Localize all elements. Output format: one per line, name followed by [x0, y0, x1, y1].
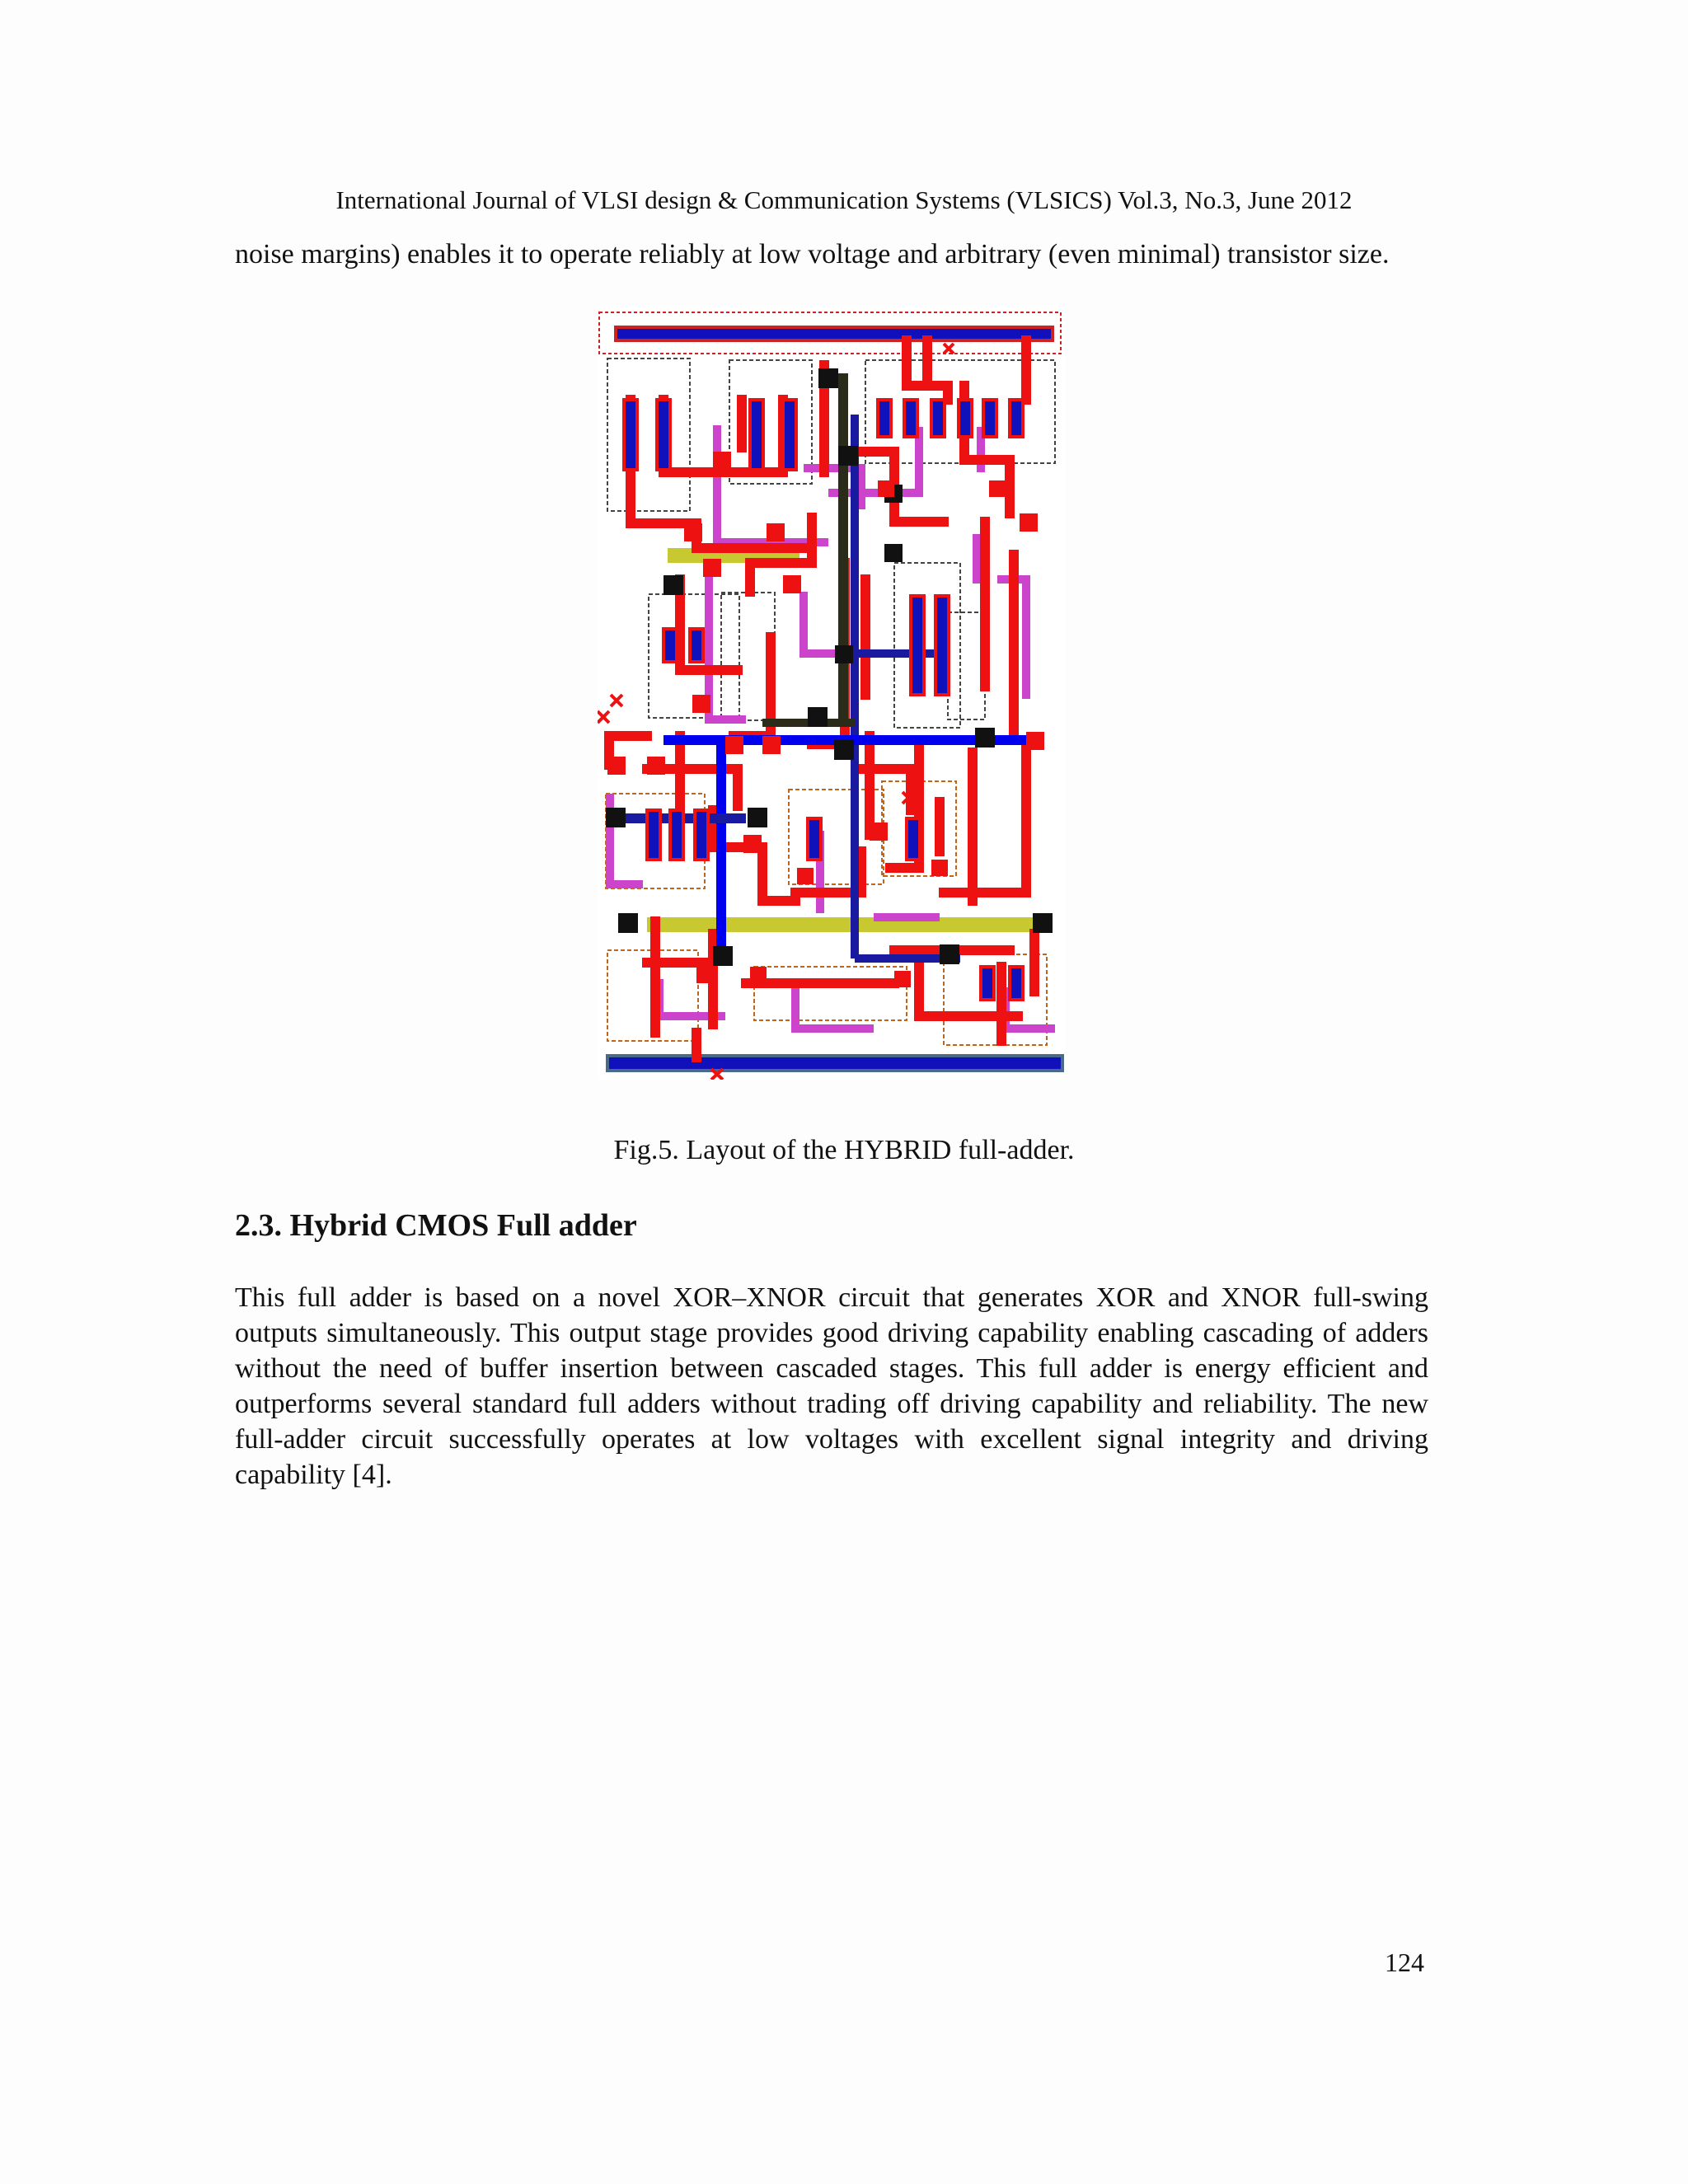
- figure-caption: Fig.5. Layout of the HYBRID full-adder.: [613, 1135, 1075, 1165]
- gnd-rail: [607, 1056, 1062, 1071]
- page-number: 124: [1385, 1947, 1424, 1977]
- running-header: International Journal of VLSI design & Communication Systems (VLSICS) Vol.3, No.3, June 2012: [335, 185, 1353, 214]
- intro-paragraph: noise margins) enables it to operate reliably at low voltage and arbitrary (even minimal) transistor size.: [235, 239, 1390, 269]
- section-heading: 2.3. Hybrid CMOS Full adder: [235, 1208, 637, 1243]
- full-adder-layout-figure: [598, 307, 1066, 1080]
- section-body-paragraph: This full adder is based on a novel XOR–XNOR circuit that generates XOR and XNOR full-swing outputs simultaneously. This output stage provides good driving capability enabling cascading of adders without the need of buffer insertion between cascaded stages. This full adder is energy efficient and outperforms several standard full adders without trading off driving capability and reliability. The new full-adder circuit successfully operates at low voltages with excellent signal integrity and driving capability [4].: [235, 1282, 1428, 1490]
